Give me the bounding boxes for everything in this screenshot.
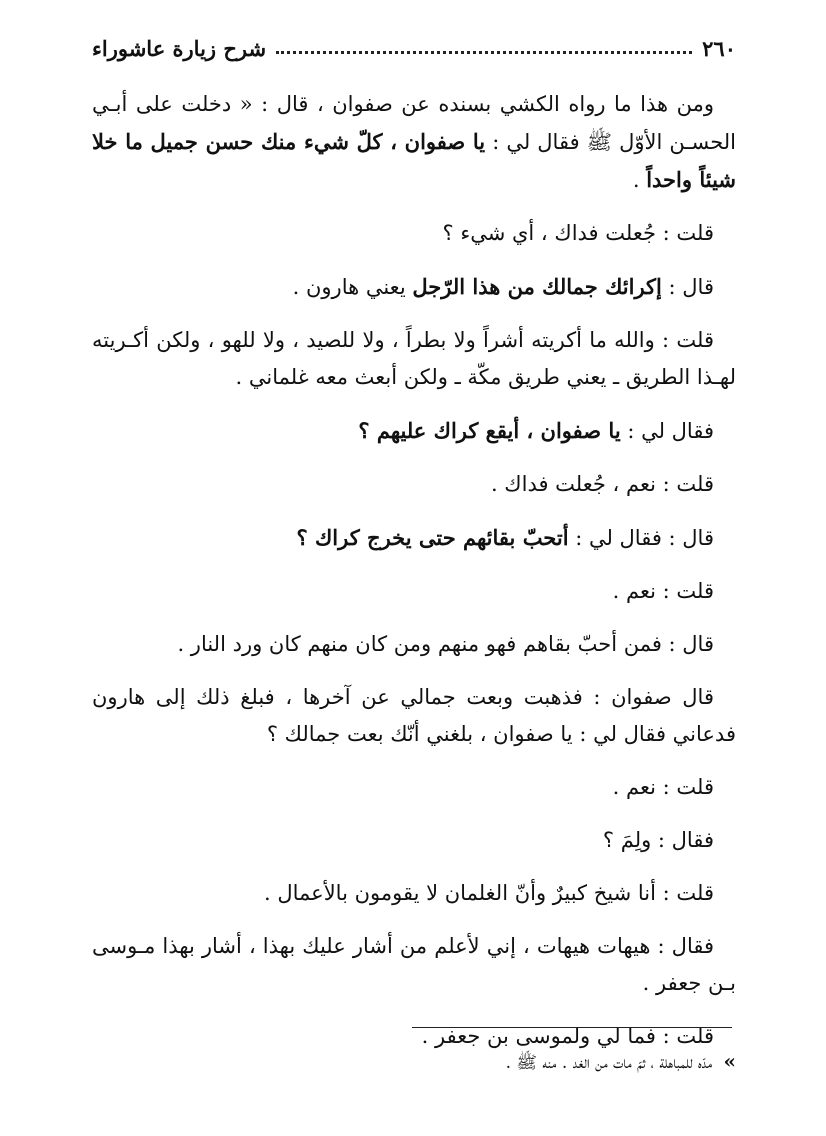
paragraph [92,86,736,199]
paragraph [92,215,736,252]
paragraph-text: قلت : نعم . [612,579,714,603]
paragraph [92,928,736,1002]
body-text [92,86,736,1071]
running-title: شرح زيارة عاشوراء [92,35,267,61]
paragraph-text: قال : فمن أحبّ بقاهم فهو منهم ومن كان منهم كان ورد النار . [177,632,714,656]
footnote-text: مدّه للمباهلة ، ثمّ مات من الغد . منه ﷺ . [505,1053,713,1073]
paragraph-text: قال : فقال لي : [568,526,714,550]
paragraph-text: قلت : فما لي ولموسى بن جعفر . [421,1024,714,1048]
bold-quote-text: إكرائك جمالك من هذا الرّجل [412,274,662,299]
paragraph [92,412,736,450]
paragraph-text: قال : [661,275,714,299]
footnote-marker: » [723,1049,736,1073]
paragraph-text: قلت : نعم . [612,775,714,799]
dotted-leader [276,51,692,54]
page-header [92,30,736,66]
paragraph-text: قلت : والله ما أكريته أشراً ولا بطراً ، ولا للصيد ، ولا للهو ، ولكن أكـريته لهـذا الطريق ـ يعني طريق مكّة ـ ولكن أبعث معه غلماني . [92,328,736,389]
paragraph-text: قلت : جُعلت فداك ، أي شيء ؟ [442,221,714,245]
footnote [92,1046,736,1078]
paragraph-text: يعني هارون . [292,275,413,299]
paragraph [92,322,736,396]
paragraph-text: فقال لي : [620,419,714,443]
bold-quote-text: أتحبّ بقائهم حتى يخرج كراك ؟ [296,525,569,550]
paragraph [92,466,736,503]
paragraph [92,268,736,306]
footnote-rule [412,1027,732,1028]
paragraph [92,875,736,912]
paragraph-text: فقال : ولِمَ ؟ [602,828,714,852]
paragraph [92,822,736,859]
paragraph-text: فقال : هيهات هيهات ، إني لأعلم من أشار عليك بهذا ، أشار بهذا مـوسى بـن جعفر . [92,934,736,995]
bold-quote-text: يا صفوان ، أيقع كراك عليهم ؟ [358,418,621,443]
paragraph [92,679,736,753]
paragraph-text: ومن هذا ما رواه الكشي بسنده عن صفوان ، قال : « دخلت على أبـي الحسـن الأوّل ﷺ فقال لي : [92,92,736,154]
paragraph [92,626,736,663]
bold-quote-text: يا صفوان ، كلّ شيء منك حسن جميل ما خلا شيئاً واحداً [92,129,736,192]
paragraph [92,769,736,806]
paragraph-text: قلت : نعم ، جُعلت فداك . [490,472,714,496]
paragraph [92,519,736,557]
paragraph-text: . [632,168,647,192]
paragraph-text: قال صفوان : فذهبت وبعت جمالي عن آخرها ، فبلغ ذلك إلى هارون فدعاني فقال لي : يا صفوان ، بلغني أنّك بعت جمالك ؟ [92,685,736,746]
paragraph [92,573,736,610]
paragraph-text: قلت : أنا شيخ كبيرٌ وأنّ الغلمان لا يقومون بالأعمال . [264,881,714,905]
page-number: ٢٦٠ [702,35,736,61]
